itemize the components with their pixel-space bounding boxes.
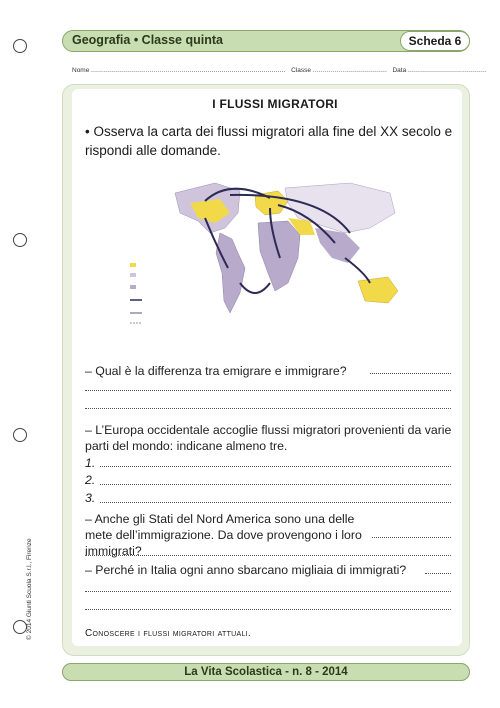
answer-line[interactable]	[100, 484, 451, 485]
header-title: Geografia • Classe quinta	[72, 33, 223, 47]
copyright-text: © 2014 Giunti Scuola S.r.l., Firenze	[26, 538, 33, 640]
answer-number-1: 1.	[85, 456, 96, 470]
question-1: – Qual è la differenza tra emigrare e immigrare?	[85, 364, 347, 378]
instruction-text: • Osserva la carta dei flussi migratori alla fine del XX secolo e rispondi alle domande.	[85, 124, 453, 158]
answer-line[interactable]	[370, 373, 451, 374]
worksheet-title: I FLUSSI MIGRATORI	[212, 97, 338, 111]
footer-bar: La Vita Scolastica - n. 8 - 2014	[62, 663, 470, 681]
classe-label: Classe	[291, 67, 312, 74]
data-label: Data	[392, 67, 407, 74]
answer-number-3: 3.	[85, 491, 96, 505]
answer-line[interactable]	[85, 591, 451, 592]
nome-label: Nome	[72, 67, 90, 74]
answer-line[interactable]	[85, 555, 451, 556]
question-4: – Perché in Italia ogni anno sbarcano migliaia di immigrati?	[85, 563, 407, 577]
answer-line[interactable]	[100, 502, 451, 503]
binder-hole-1	[13, 39, 27, 53]
binder-hole-2	[13, 233, 27, 247]
answer-line[interactable]	[85, 390, 451, 391]
student-info-row: Nome ................................................................................................. Classe ..................................... Data .......................................	[72, 67, 487, 74]
scheda-badge: Scheda 6	[400, 31, 470, 51]
answer-line[interactable]	[85, 408, 451, 409]
question-2: – L’Europa occidentale accoglie flussi migratori provenienti da varie parti del mondo: indicane almeno tre.	[85, 423, 452, 453]
question-3: – Anche gli Stati del Nord America sono una delle mete dell’immigrazione. Da dove provengono i loro immigrati?	[85, 512, 362, 558]
learning-goal: Conoscere i flussi migratori attuali.	[85, 628, 252, 639]
migration-map-image	[120, 173, 410, 333]
answer-line[interactable]	[100, 466, 451, 467]
binder-hole-4	[13, 620, 27, 634]
answer-line[interactable]	[372, 537, 451, 538]
binder-hole-3	[13, 428, 27, 442]
answer-number-2: 2.	[85, 473, 96, 487]
answer-line[interactable]	[85, 609, 451, 610]
answer-line[interactable]	[425, 573, 451, 574]
